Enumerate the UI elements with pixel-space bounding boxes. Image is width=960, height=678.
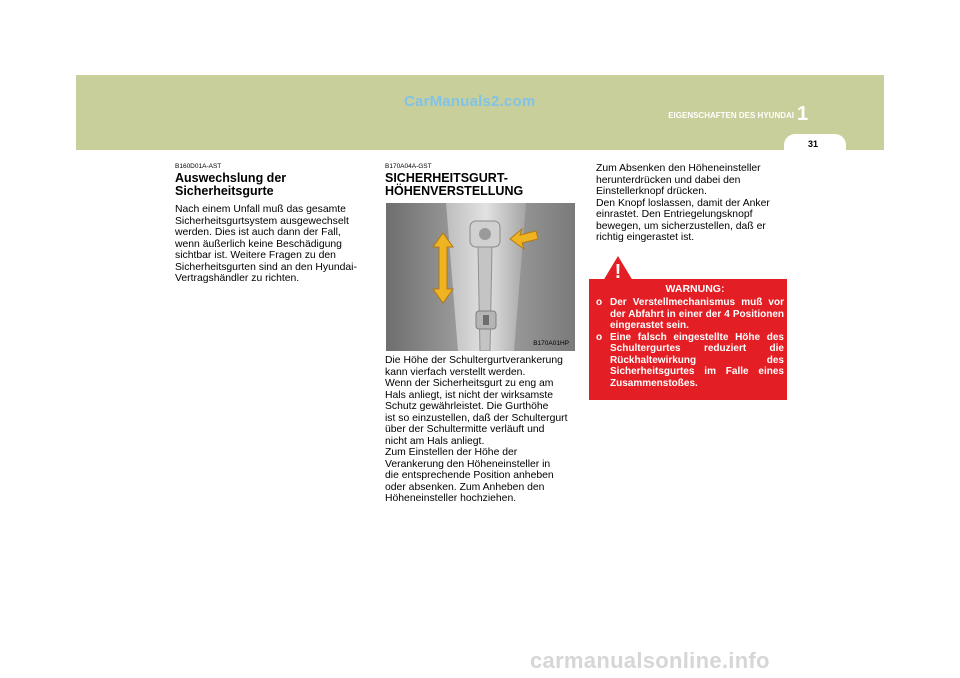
warning-list (596, 297, 784, 389)
seatbelt-photo (386, 203, 575, 351)
text-line: Wenn der Sicherheitsgurt zu eng am (385, 378, 554, 389)
text-line: die entsprechende Position anheben (385, 470, 554, 481)
text-line: Die Höhe der Schultergurtverankerung (385, 355, 563, 366)
warning-item-text: Der Verstellmechanismus muß vor der Abfahrt in einer der 4 Positionen eingerastet sein. (610, 297, 784, 331)
text-line: Den Knopf loslassen, damit der Anker (596, 197, 770, 209)
watermark-top[interactable]: CarManuals2.com (404, 93, 536, 110)
text-line: Sicherheitsgurtsystem ausgewechselt (175, 215, 349, 227)
text-line: herunterdrücken und dabei den (596, 174, 741, 186)
bullet: o (596, 331, 603, 343)
image-code: B170A01HP (533, 340, 569, 347)
section-code: B160D01A-AST (175, 163, 222, 170)
column-height-body (385, 355, 574, 505)
section-heading: Auswechslung der Sicherheitsgurte (175, 171, 287, 198)
text-line: nicht am Hals anliegt. (385, 435, 485, 447)
text-line: Verankerung den Höheneinsteller in (385, 458, 551, 470)
seatbelt-illustration (386, 203, 575, 351)
section-code: B170A04A-GST (385, 163, 432, 170)
text-line: Schutz gewährleistet. Die Gurthöhe (385, 401, 549, 412)
text-line: Sicherheitsgurten sind an den Hyundai- (175, 261, 357, 273)
text-line: Nach einem Unfall muß das gesamte (175, 204, 346, 215)
text-line: bewegen, um sicherzustellen, daß er (596, 220, 766, 232)
watermark-bottom[interactable]: carmanualsonline.info (530, 648, 770, 673)
text-line: richtig eingerastet ist. (596, 232, 695, 243)
heading-line: HÖHENVERSTELLUNG (385, 184, 524, 198)
text-line: Zum Absenken den Höheneinsteller (596, 163, 761, 174)
warning-title: WARNUNG: (665, 283, 725, 295)
section-body (596, 163, 786, 244)
exclamation-icon: ! (614, 261, 622, 283)
section-body (385, 355, 574, 505)
text-line: sichtbar ist. Weitere Fragen zu den (175, 250, 336, 261)
text-line: oder absenken. Zum Anheben den (385, 481, 545, 493)
page-number: 31 (807, 139, 818, 149)
text-line: Zum Einstellen der Höhe der (385, 447, 518, 458)
heading-line: SICHERHEITSGURT- (385, 171, 508, 185)
text-line: Hals anliegt, ist nicht der wirksamste (385, 389, 554, 401)
bullet: o (596, 297, 603, 308)
section-title: EIGENSCHAFTEN DES HYUNDAI (668, 111, 794, 120)
text-line: ist so einzustellen, daß der Schultergurt (385, 412, 568, 424)
column-replacement (175, 163, 364, 285)
text-line: einrastet. Den Entriegelungsknopf (596, 209, 753, 220)
chapter-number: 1 (797, 103, 809, 125)
warning-item (596, 297, 784, 332)
text-line: wenn äußerlich keine Beschädigung (175, 238, 342, 250)
section-heading (385, 172, 574, 198)
column-height-adjustment (385, 163, 574, 204)
warning-item (596, 332, 784, 390)
text-line: Einstellerknopf drücken. (596, 186, 707, 197)
column-lowering (596, 163, 786, 244)
text-line: werden. Dies ist auch dann der Fall, (175, 227, 341, 238)
warning-item-text: Eine falsch eingestellte Höhe des Schultergurtes reduziert die Rückhaltewirkung des Sicherheitsgurtes im Falle eines Zusammenstoßes. (610, 331, 784, 389)
section-body (175, 204, 364, 285)
text-line: Höheneinsteller hochziehen. (385, 493, 517, 504)
text-line: Vertragshändler zu richten. (175, 273, 300, 284)
text-line: über der Schultermitte verläuft und (385, 424, 545, 435)
text-line: kann vierfach verstellt werden. (385, 366, 526, 378)
